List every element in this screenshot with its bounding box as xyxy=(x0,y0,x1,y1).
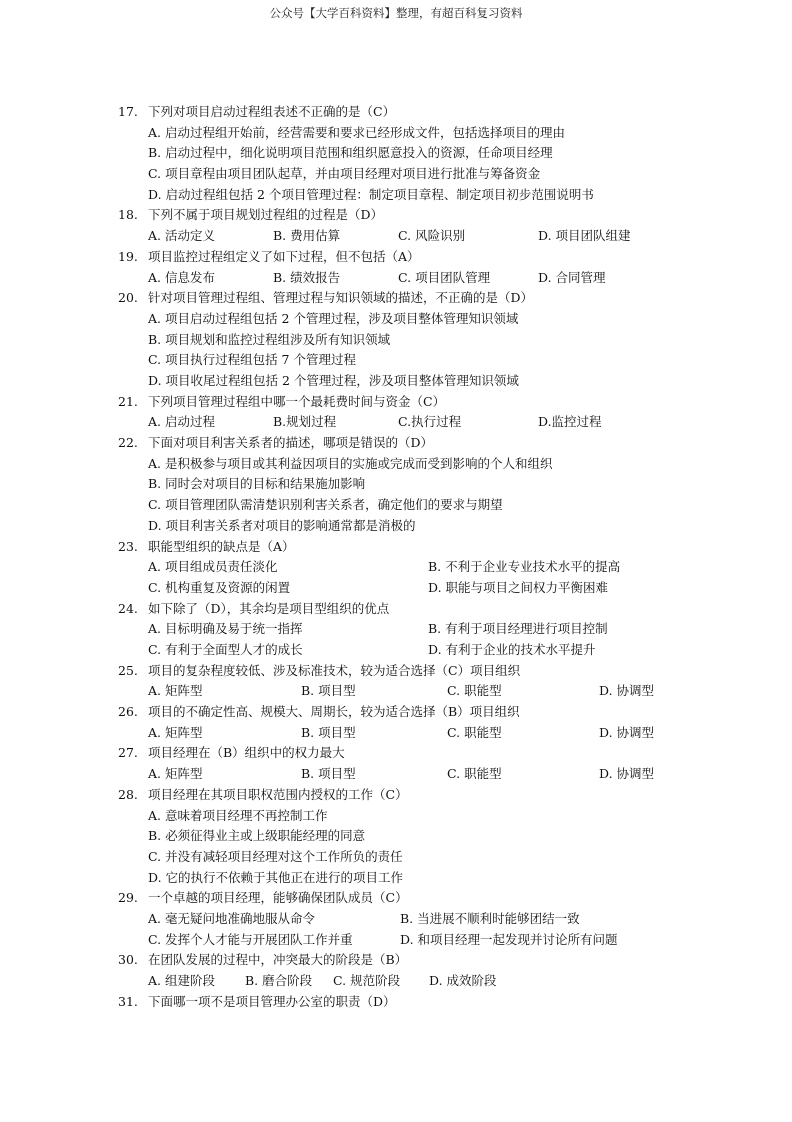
answer-option: D. 和项目经理一起发现并讨论所有问题 xyxy=(400,931,618,947)
answer-option: B. 绩效报告 xyxy=(273,269,341,285)
answer-option: A. 启动过程组开始前，经营需要和要求已经形成文件，包括选择项目的理由 xyxy=(148,124,565,140)
question-stem xyxy=(118,247,678,268)
question-list xyxy=(118,102,678,1012)
question-stem xyxy=(118,661,678,682)
answer-option: A. 活动定义 xyxy=(148,228,215,244)
answer-option: A. 毫无疑问地准确地服从命令 xyxy=(148,911,315,927)
answer-option: A. 矩阵型 xyxy=(148,724,203,740)
question-text: 项目经理在（B）组织中的权力最大 xyxy=(148,745,345,761)
question-stem xyxy=(118,537,678,558)
question-text: 职能型组织的缺点是（A） xyxy=(148,538,295,554)
question-number: 21. xyxy=(118,393,138,409)
option-group xyxy=(118,454,678,537)
question-item xyxy=(118,599,678,661)
answer-option: A. 项目组成员责任淡化 xyxy=(148,559,278,575)
answer-option: D. 有利于企业的技术水平提升 xyxy=(428,642,596,657)
question-item xyxy=(118,537,678,599)
option-row xyxy=(148,681,678,702)
question-text: 针对项目管理过程组、管理过程与知识领域的描述，不正确的是（D） xyxy=(148,290,534,306)
answer-option: B. 同时会对项目的目标和结果施加影响 xyxy=(148,476,366,492)
answer-option: A. 是积极参与项目或其利益因项目的实施或完成而受到影响的个人和组织 xyxy=(148,455,553,471)
answer-option: B. 项目型 xyxy=(301,683,356,699)
question-item xyxy=(118,743,678,784)
question-text: 一个卓越的项目经理，能够确保团队成员（C） xyxy=(148,890,408,906)
question-stem xyxy=(118,992,678,1013)
answer-option: D. 启动过程组包括 2 个项目管理过程：制定项目章程、制定项目初步范围说明书 xyxy=(148,186,594,202)
question-item xyxy=(118,392,678,433)
answer-option: A. 矩阵型 xyxy=(148,683,203,699)
question-item xyxy=(118,661,678,702)
answer-option: A. 目标明确及易于统一指挥 xyxy=(148,621,303,637)
answer-option: D. 协调型 xyxy=(599,724,655,740)
answer-option: B. 项目规划和监控过程组涉及所有知识领域 xyxy=(148,331,391,347)
option-row xyxy=(148,557,678,578)
answer-option: C. 项目管理团队需清楚识别利害关系者，确定他们的要求与期望 xyxy=(148,497,503,513)
question-stem xyxy=(118,433,678,454)
question-text: 下面对项目利害关系者的描述，哪项是错误的（D） xyxy=(148,435,434,451)
answer-option: D.监控过程 xyxy=(538,414,602,430)
answer-option: A. 信息发布 xyxy=(148,269,215,285)
answer-option: B. 不利于企业专业技术水平的提高 xyxy=(428,559,621,575)
answer-option: D. 项目利害关系者对项目的影响通常都是消极的 xyxy=(148,517,416,533)
option-group xyxy=(118,971,678,992)
answer-option: D. 项目团队组建 xyxy=(538,228,631,244)
answer-option: A. 矩阵型 xyxy=(148,766,203,782)
answer-option: D. 职能与项目之间权力平衡困难 xyxy=(428,579,609,595)
answer-option: A. 启动过程 xyxy=(148,414,215,430)
option-group xyxy=(118,806,678,889)
question-number: 17. xyxy=(118,104,138,119)
answer-option: C. 并没有减轻项目经理对这个工作所负的责任 xyxy=(148,848,403,864)
answer-option: B. 磨合阶段 xyxy=(245,973,313,989)
answer-option: C.执行过程 xyxy=(398,414,462,430)
option-group xyxy=(118,123,678,206)
option-row xyxy=(148,764,678,785)
answer-option: C. 职能型 xyxy=(447,683,502,699)
option-row xyxy=(148,226,678,247)
answer-option: C. 项目团队管理 xyxy=(398,269,491,285)
question-item xyxy=(118,102,678,205)
question-text: 项目的不确定性高、规模大、周期长，较为适合选择（B）项目组织 xyxy=(148,704,520,720)
question-item xyxy=(118,702,678,743)
question-text: 项目监控过程组定义了如下过程，但不包括（A） xyxy=(148,248,420,264)
answer-option: C. 项目执行过程组包括 7 个管理过程 xyxy=(148,352,356,368)
answer-option: B.规划过程 xyxy=(273,414,337,430)
question-number: 28. xyxy=(118,786,138,802)
option-row xyxy=(148,723,678,744)
question-number: 27. xyxy=(118,745,138,761)
question-number: 23. xyxy=(118,538,138,554)
answer-option: B. 项目型 xyxy=(301,766,356,782)
question-stem xyxy=(118,785,678,806)
answer-option: D. 协调型 xyxy=(599,683,655,699)
answer-option: C. 职能型 xyxy=(447,724,502,740)
page-header: 公众号【大学百科资料】整理，有超百科复习资料 xyxy=(269,6,523,20)
option-group xyxy=(118,309,678,392)
option-row xyxy=(148,971,678,992)
question-stem xyxy=(118,743,678,764)
question-text: 项目的复杂程度较低、涉及标准技术，较为适合选择（C）项目组织 xyxy=(148,662,521,678)
question-stem xyxy=(118,392,678,413)
question-text: 下面哪一项不是项目管理办公室的职责（D） xyxy=(148,993,396,1009)
question-number: 24. xyxy=(118,600,138,616)
option-row xyxy=(148,640,678,661)
question-text: 下列对项目启动过程组表述不正确的是（C） xyxy=(148,104,396,119)
question-stem xyxy=(118,888,678,909)
answer-option: C. 规范阶段 xyxy=(333,973,401,989)
answer-option: B. 启动过程中，细化说明项目范围和组织愿意投入的资源，任命项目经理 xyxy=(148,145,553,161)
option-row xyxy=(148,412,678,433)
option-row xyxy=(148,619,678,640)
option-row xyxy=(148,930,678,951)
question-item xyxy=(118,433,678,536)
answer-option: C. 发挥个人才能与开展团队工作并重 xyxy=(148,931,353,947)
option-group xyxy=(118,412,678,433)
option-group xyxy=(118,268,678,289)
question-text: 下列不属于项目规划过程组的过程是（D） xyxy=(148,207,384,223)
question-text: 项目经理在其项目职权范围内授权的工作（C） xyxy=(148,786,408,802)
option-row xyxy=(148,909,678,930)
option-group xyxy=(118,764,678,785)
option-row xyxy=(148,268,678,289)
option-group xyxy=(118,723,678,744)
question-item xyxy=(118,992,678,1013)
question-number: 18. xyxy=(118,207,138,223)
answer-option: D. 协调型 xyxy=(599,766,655,782)
question-item xyxy=(118,247,678,288)
option-row xyxy=(148,578,678,599)
question-number: 19. xyxy=(118,248,138,264)
question-item xyxy=(118,288,678,391)
question-stem xyxy=(118,950,678,971)
answer-option: D. 它的执行不依赖于其他正在进行的项目工作 xyxy=(148,869,404,885)
question-number: 22. xyxy=(118,435,138,451)
option-group xyxy=(118,909,678,950)
answer-option: B. 当进展不顺利时能够团结一致 xyxy=(400,911,580,927)
answer-option: D. 成效阶段 xyxy=(429,973,497,989)
question-text: 下列项目管理过程组中哪一个最耗费时间与资金（C） xyxy=(148,393,446,409)
question-item xyxy=(118,205,678,246)
question-stem xyxy=(118,102,678,123)
answer-option: B. 必须征得业主或上级职能经理的同意 xyxy=(148,828,366,844)
answer-option: D. 合同管理 xyxy=(538,269,606,285)
answer-option: D. 项目收尾过程组包括 2 个管理过程，涉及项目整体管理知识领域 xyxy=(148,373,519,388)
answer-option: C. 项目章程由项目团队起草，并由项目经理对项目进行批准与筹备资金 xyxy=(148,166,541,182)
answer-option: A. 意味着项目经理不再控制工作 xyxy=(148,807,328,823)
question-number: 20. xyxy=(118,290,138,306)
answer-option: B. 项目型 xyxy=(301,724,356,740)
question-number: 25. xyxy=(118,662,138,678)
answer-option: C. 机构重复及资源的闲置 xyxy=(148,579,291,595)
option-group xyxy=(118,619,678,660)
answer-option: B. 有利于项目经理进行项目控制 xyxy=(428,621,608,637)
question-item xyxy=(118,785,678,888)
question-text: 如下除了（D），其余均是项目型组织的优点 xyxy=(148,600,390,616)
option-group xyxy=(118,226,678,247)
question-stem xyxy=(118,702,678,723)
answer-option: C. 职能型 xyxy=(447,766,502,782)
question-item xyxy=(118,950,678,991)
question-stem xyxy=(118,288,678,309)
question-item xyxy=(118,888,678,950)
answer-option: A. 项目启动过程组包括 2 个管理过程，涉及项目整体管理知识领域 xyxy=(148,310,519,326)
answer-option: A. 组建阶段 xyxy=(148,973,215,989)
question-stem xyxy=(118,205,678,226)
option-group xyxy=(118,557,678,598)
question-number: 26. xyxy=(118,704,138,720)
question-number: 29. xyxy=(118,890,138,906)
question-number: 30. xyxy=(118,952,138,968)
answer-option: B. 费用估算 xyxy=(273,228,341,244)
answer-option: C. 风险识别 xyxy=(398,228,466,244)
answer-option: C. 有利于全面型人才的成长 xyxy=(148,642,303,657)
question-stem xyxy=(118,599,678,620)
option-group xyxy=(118,681,678,702)
question-text: 在团队发展的过程中，冲突最大的阶段是（B） xyxy=(148,952,408,968)
question-number: 31. xyxy=(118,993,138,1009)
